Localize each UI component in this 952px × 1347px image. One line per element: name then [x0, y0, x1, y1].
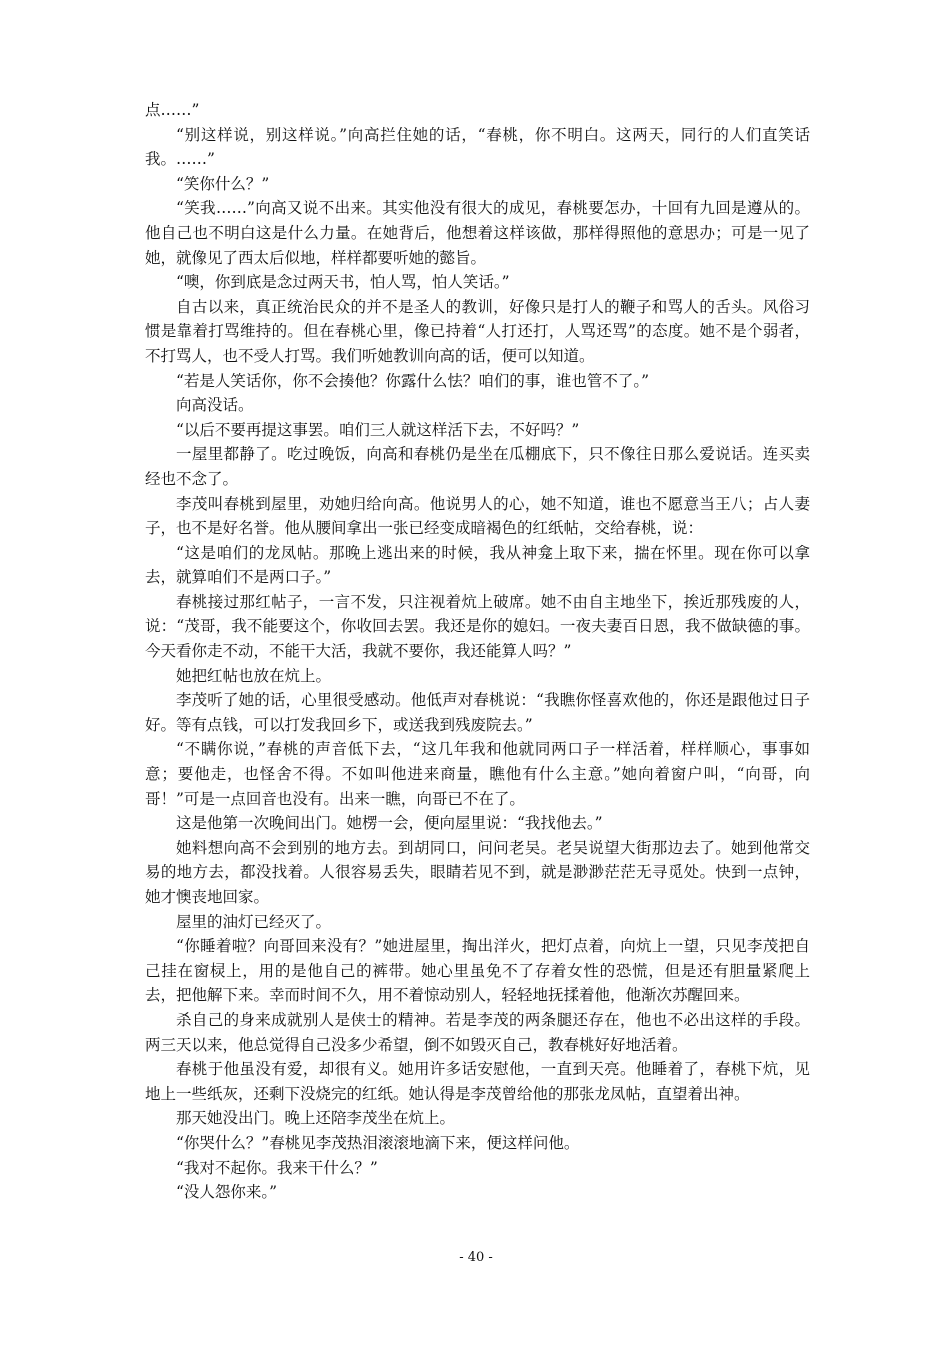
paragraph: “没人怨你来。” [176, 1183, 278, 1202]
paragraph: “你睡着啦？向哥回来没有？”她进屋里，掏出洋火，把灯点着，向炕上一望，只见李茂把自己挂在窗棂上，用的是他自己的裤带。她心里虽免不了存着女性的恐慌，但是还有胆量紧爬上去，把他解下来。幸而时间不久，用不着惊动别人，轻轻地抚揉着他，他渐次苏醒回来。 [145, 937, 810, 1005]
paragraph: “这是咱们的龙凤帖。那晚上逃出来的时候，我从神龛上取下来，揣在怀里。现在你可以拿去，就算咱们不是两口子。” [145, 543, 810, 587]
page-number: - 40 - [459, 1250, 493, 1265]
paragraph: “笑我……”向高又说不出来。其实他没有很大的成见，春桃要怎办，十回有九回是遵从的。他自己也不明白这是什么力量。在她背后，他想着这样该做，那样得照他的意思办；可是一见了她，就像见了西太后似地，样样都要听她的懿旨。 [145, 199, 810, 267]
paragraph: 那天她没出门。晚上还陪李茂坐在炕上。 [176, 1109, 456, 1128]
paragraph: 一屋里都静了。吃过晚饭，向高和春桃仍是坐在瓜棚底下，只不像往日那么爱说话。连买卖经也不念了。 [145, 445, 810, 488]
paragraph: “不瞒你说，”春桃的声音低下去，“这几年我和他就同两口子一样活着，样样顺心，事事如意；要他走，也怪舍不得。不如叫他进来商量，瞧他有什么主意。”她向着窗户叫，“向哥，向哥！”可是一点回音也没有。出来一瞧，向哥已不在了。 [145, 740, 810, 808]
paragraph: 这是他第一次晚间出门。她楞一会，便向屋里说：“我找他去。” [176, 814, 603, 833]
paragraph: 春桃接过那红帖子，一言不发，只注视着炕上破席。她不由自主地坐下，挨近那残废的人，说：“茂哥，我不能要这个，你收回去罢。我还是你的媳妇。一夜夫妻百日恩，我不做缺德的事。今天看你走不动，不能干大活，我就不要你，我还能算人吗？” [145, 592, 810, 661]
paragraph: 点……” [145, 101, 200, 119]
paragraph: “你哭什么？”春桃见李茂热泪滚滚地滴下来，便这样问他。 [176, 1133, 580, 1152]
paragraph: “以后不要再提这事罢。咱们三人就这样活下去，不好吗？” [176, 420, 580, 439]
document-body [145, 98, 810, 1205]
paragraph: “若是人笑话你，你不会揍他？你露什么怯？咱们的事，谁也管不了。” [176, 371, 650, 390]
paragraph: 向高没话。 [176, 396, 254, 415]
paragraph: “别这样说，别这样说。”向高拦住她的话，“春桃，你不明白。这两天，同行的人们直笑话我。……” [145, 125, 810, 169]
paragraph: 她把红帖也放在炕上。 [176, 666, 332, 685]
paragraph: 自古以来，真正统治民众的并不是圣人的教训，好像只是打人的鞭子和骂人的舌头。风俗习惯是靠着打骂维持的。但在春桃心里，像已持着“人打还打，人骂还骂”的态度。她不是个弱者，不打骂人，也不受人打骂。我们听她教训向高的话，便可以知道。 [145, 297, 810, 365]
paragraph: 春桃于他虽没有爱，却很有义。她用许多话安慰他，一直到天亮。他睡着了，春桃下炕，见地上一些纸灰，还剩下没烧完的红纸。她认得是李茂曾给他的那张龙凤帖，直望着出神。 [145, 1060, 810, 1103]
paragraph: “笑你什么？” [176, 174, 270, 193]
paragraph: 杀自己的身来成就别人是侠士的精神。若是李茂的两条腿还存在，他也不必出这样的手段。两三天以来，他总觉得自己没多少希望，倒不如毁灭自己，教春桃好好地活着。 [145, 1010, 810, 1054]
paragraph: 李茂听了她的话，心里很受感动。他低声对春桃说：“我瞧你怪喜欢他的，你还是跟他过日子好。等有点钱，可以打发我回乡下，或送我到残废院去。” [145, 691, 810, 734]
paragraph: “噢，你到底是念过两天书，怕人骂，怕人笑话。” [176, 273, 510, 292]
paragraph: 李茂叫春桃到屋里，劝她归给向高。他说男人的心，她不知道，谁也不愿意当王八；占人妻子，也不是好名誉。他从腰间拿出一张已经变成暗褐色的红纸帖，交给春桃，说： [145, 494, 810, 538]
paragraph: 屋里的油灯已经灭了。 [176, 912, 332, 931]
paragraph: “我对不起你。我来干什么？” [176, 1158, 378, 1177]
paragraph: 她料想向高不会到别的地方去。到胡同口，问问老吴。老吴说望大街那边去了。她到他常交易的地方去，都没找着。人很容易丢失，眼睛若见不到，就是渺渺茫茫无寻觅处。快到一点钟，她才懊丧地回家。 [145, 838, 810, 906]
